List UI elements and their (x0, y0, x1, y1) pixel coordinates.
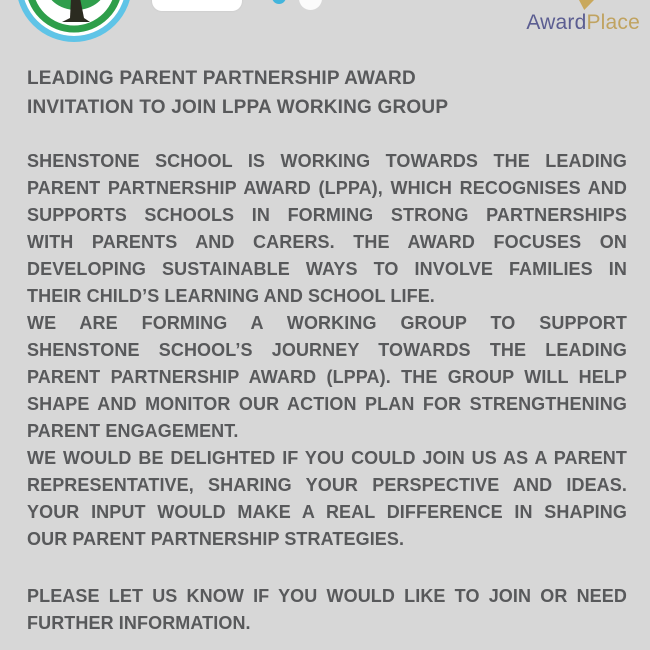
text-line: DEVELOPING SUSTAINABLE WAYS TO INVOLVE FAMILIES IN (27, 259, 627, 279)
text-line: WE WOULD BE DELIGHTED IF YOU COULD JOIN US AS A PARENT (27, 448, 627, 468)
text-line: PARENT ENGAGEMENT. (27, 421, 239, 441)
text-line: FURTHER INFORMATION. (27, 613, 251, 633)
text-line: THEIR CHILD’S LEARNING AND SCHOOL LIFE. (27, 286, 435, 306)
awardplace-word-place: Place (586, 11, 640, 34)
text-line: PARENT PARTNERSHIP AWARD (LPPA). THE GROUP WILL HELP (27, 367, 627, 387)
text-line: PARENT PARTNERSHIP AWARD (LPPA), WHICH RECOGNISES AND (27, 178, 627, 198)
text-line: REPRESENTATIVE, SHARING YOUR PERSPECTIVE AND IDEAS. (27, 475, 627, 495)
partner-mark-circle (299, 0, 322, 10)
awardplace-wordmark (526, 11, 640, 35)
text-line: SHENSTONE SCHOOL’S JOURNEY TOWARDS THE LEADING (27, 340, 627, 360)
paragraph-3 (27, 445, 627, 553)
heading-line-2: INVITATION TO JOIN LPPA WORKING GROUP (27, 97, 449, 118)
text-line: SHAPE AND MONITOR OUR ACTION PLAN FOR STRENGTHENING (27, 394, 627, 414)
letter-heading (27, 64, 627, 122)
awardplace-flag-icon (579, 0, 594, 10)
text-line: WITH PARENTS AND CARERS. THE AWARD FOCUSES ON (27, 232, 627, 252)
awardplace-logo (450, 0, 650, 40)
text-line: WE ARE FORMING A WORKING GROUP TO SUPPORT (27, 313, 627, 333)
text-line: OUR PARENT PARTNERSHIP STRATEGIES. (27, 529, 405, 549)
letter-content (27, 64, 627, 637)
partner-mark-blue (272, 0, 286, 4)
paragraph-2 (27, 310, 627, 445)
text-line: YOUR INPUT WOULD MAKE A REAL DIFFERENCE IN SHAPING (27, 502, 627, 522)
paragraph-1 (27, 148, 627, 310)
text-line: SUPPORTS SCHOOLS IN FORMING STRONG PARTNERSHIPS (27, 205, 627, 225)
heading-line-1: LEADING PARENT PARTNERSHIP AWARD (27, 68, 416, 89)
text-line: PLEASE LET US KNOW IF YOU WOULD LIKE TO JOIN OR NEED (27, 586, 627, 606)
paragraph-4 (27, 583, 627, 637)
school-crest-logo (16, 0, 132, 42)
text-line: SHENSTONE SCHOOL IS WORKING TOWARDS THE LEADING (27, 151, 627, 171)
partner-badge (152, 0, 242, 11)
letter-body (27, 148, 627, 637)
awardplace-word-award: Award (526, 11, 587, 34)
